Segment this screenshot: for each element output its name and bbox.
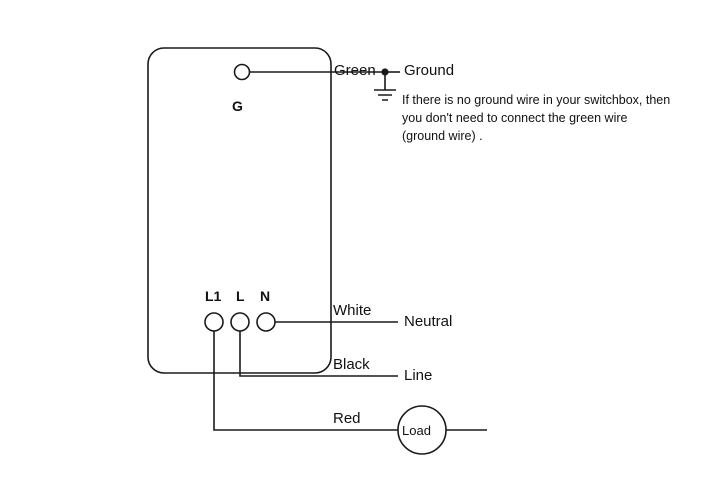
ground-terminal-label: G xyxy=(232,98,243,114)
ground-note: If there is no ground wire in your switchbox, then you don't need to connect the green wire (ground wire) . xyxy=(402,93,671,144)
white-wire-label: White xyxy=(333,302,372,319)
terminal-label-n: N xyxy=(260,288,271,304)
terminal-hole-l xyxy=(231,313,249,331)
ground-label: Ground xyxy=(404,62,455,79)
green-wire-label: Green xyxy=(334,62,376,79)
terminal-label-l1: L1 xyxy=(205,288,222,304)
neutral-label: Neutral xyxy=(404,313,453,330)
red-wire-label: Red xyxy=(333,410,361,427)
ground-terminal-hole xyxy=(235,65,250,80)
line-label: Line xyxy=(404,367,433,384)
terminal-hole-n xyxy=(257,313,275,331)
terminal-label-l: L xyxy=(236,288,245,304)
load-label: Load xyxy=(402,423,431,438)
black-wire-label: Black xyxy=(333,356,370,373)
terminal-hole-l1 xyxy=(205,313,223,331)
earth-ground-symbol xyxy=(374,72,396,100)
